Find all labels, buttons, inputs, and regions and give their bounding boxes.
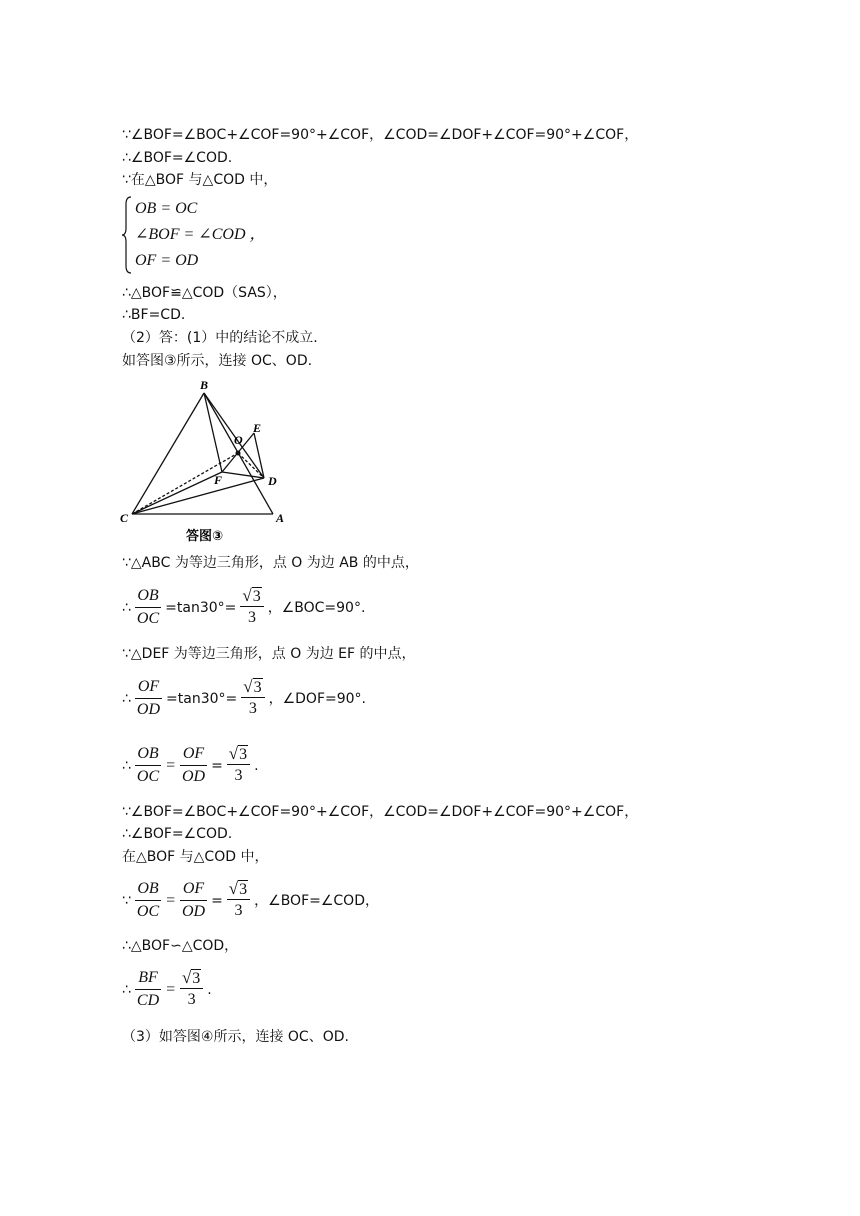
denominator: OC [136, 610, 160, 627]
text-line: ∴∠BOF=∠COD. [122, 150, 233, 166]
text-line: ∵∠BOF=∠BOC+∠COF=90°+∠COF，∠COD=∠DOF+∠COF=90°+∠COF， [122, 127, 639, 143]
label-c: C [120, 511, 129, 525]
text-line: ∴BF=CD. [122, 307, 186, 323]
therefore-symbol: ∴ [122, 757, 131, 774]
fraction: $\frac{OB}{OC}$ [136, 880, 160, 920]
system-line: ∠BOF = ∠COD ， [135, 226, 266, 243]
formula-line [122, 585, 365, 630]
formula-line [122, 676, 366, 721]
therefore-symbol: ∴ [122, 981, 131, 998]
text-line: ∵△ABC 为等边三角形，点 O 为边 AB 的中点， [122, 555, 419, 571]
system-line: OB = OC [135, 200, 198, 217]
formula-text: ，∠DOF=90°. [268, 690, 366, 707]
left-brace [122, 196, 132, 274]
formula-text: =tan30°= [165, 599, 237, 616]
therefore-symbol: ∴ [122, 690, 131, 707]
equals: = [165, 980, 176, 998]
equals: = [211, 892, 223, 909]
formula-line [122, 878, 379, 923]
period: . [254, 757, 259, 774]
denominator: OD [136, 701, 161, 718]
text-line: ∵∠BOF=∠BOC+∠COF=90°+∠COF，∠COD=∠DOF+∠COF=90°+∠COF， [122, 804, 639, 820]
denominator: 3 [248, 700, 257, 717]
equals: = [165, 756, 176, 774]
text-line: 如答图③所示，连接 OC、OD. [122, 353, 313, 369]
figure-caption: 答图③ [186, 529, 224, 544]
label-d: D [268, 474, 277, 488]
fraction: √ 3 3 [227, 879, 250, 922]
system-line: OF = OD [135, 252, 199, 269]
numerator: OB [137, 587, 159, 604]
geometry-figure [116, 374, 296, 546]
formula-text: ，∠BOF=∠COD， [254, 892, 379, 909]
text-line: ∵△DEF 为等边三角形，点 O 为边 EF 的中点， [122, 646, 416, 662]
text-line: （2）答：(1）中的结论不成立. [122, 330, 318, 346]
fraction: $\frac{BF}{CD}$ [136, 969, 160, 1009]
text-line: ∴∠BOF=∠COD. [122, 826, 233, 842]
text-line: （3）如答图④所示，连接 OC、OD. [122, 1029, 349, 1045]
equals: = [165, 891, 176, 909]
equals: = [211, 757, 223, 774]
label-b: B [200, 378, 209, 392]
label-f: F [214, 473, 223, 487]
numerator: OF [137, 678, 160, 695]
formula-text: ，∠BOC=90°. [267, 599, 366, 616]
because-symbol: ∵ [122, 892, 131, 909]
text-line: ∴△BOF≌△COD（SAS）， [122, 285, 287, 301]
label-a: A [276, 511, 285, 525]
label-o: O [234, 433, 243, 447]
fraction: √ 3 3 [180, 968, 203, 1011]
text-line: ∵在△BOF 与△COD 中， [122, 172, 278, 188]
formula-line [122, 967, 212, 1012]
denominator: 3 [248, 609, 257, 626]
fraction [135, 585, 161, 630]
therefore-symbol: ∴ [122, 599, 131, 616]
label-e: E [253, 421, 262, 435]
fraction [135, 676, 162, 721]
fraction: $\frac{OF}{OD}$ [181, 880, 206, 920]
fraction: √ 3 3 [227, 744, 250, 787]
sqrt-expression: √ 3 [243, 677, 262, 696]
sqrt-expression: √ 3 [242, 586, 261, 605]
text-line: ∴△BOF∽△COD， [122, 938, 239, 954]
equation-system [122, 196, 266, 274]
fraction [241, 677, 264, 720]
formula-line [122, 743, 259, 788]
period: . [207, 981, 212, 998]
fraction: $\frac{OB}{OC}$ [136, 745, 160, 785]
point-o [236, 451, 241, 456]
text-line: 在△BOF 与△COD 中， [122, 849, 269, 865]
fraction [240, 586, 263, 629]
formula-text: =tan30°= [166, 690, 238, 707]
fraction: $\frac{OF}{OD}$ [181, 745, 206, 785]
